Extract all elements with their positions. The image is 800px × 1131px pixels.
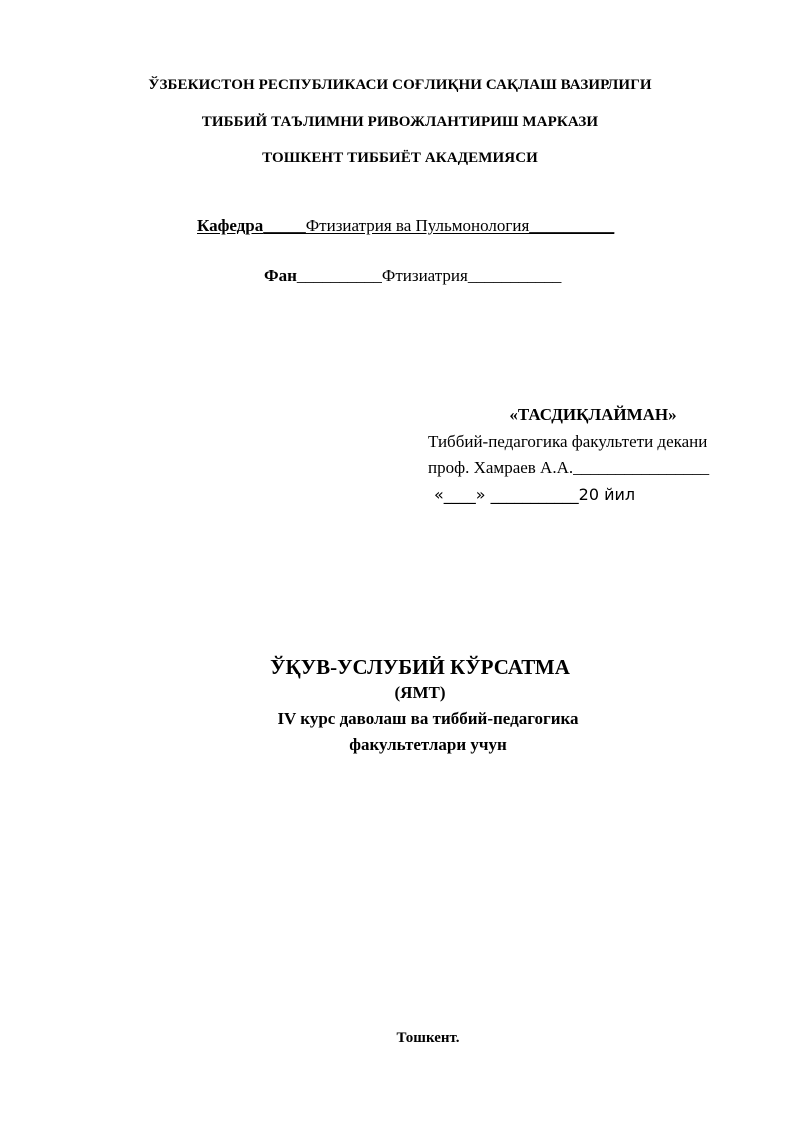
subject-value: __________Фтизиатрия___________ <box>296 266 562 285</box>
approval-block <box>428 405 768 509</box>
document-title: ЎҚУВ-УСЛУБИЙ КЎРСАТМА <box>270 655 570 679</box>
document-abbr: (ЯМТ) <box>394 683 446 702</box>
approval-title: «ТАСДИҚЛАЙМАН» <box>509 405 677 424</box>
audience-block <box>0 706 800 758</box>
subject-field <box>264 266 561 286</box>
department-value: _____Фтизиатрия ва Пульмонология__________ <box>263 216 615 235</box>
center-heading: ТИББИЙ ТАЪЛИМНИ РИВОЖЛАНТИРИШ МАРКАЗИ <box>201 114 599 130</box>
approval-position: Тиббий-педагогика факультети декани <box>428 432 708 451</box>
ministry-heading: ЎЗБЕКИСТОН РЕСПУБЛИКАСИ СОҒЛИҚНИ САҚЛАШ ВАЗИРЛИГИ <box>148 77 652 93</box>
department-label: Кафедра <box>197 216 264 235</box>
audience-line-1: IV курс даволаш ва тиббий-педагогика <box>277 709 579 728</box>
department-field <box>197 216 614 236</box>
approval-name: проф. Хамраев А.А.________________ <box>428 458 710 477</box>
document-title-block <box>0 655 800 706</box>
approval-date: «____» ___________20 йил <box>434 485 636 504</box>
academy-heading: ТОШКЕНТ ТИББИЁТ АКАДЕМИЯСИ <box>262 150 538 166</box>
subject-label: Фан <box>264 266 297 285</box>
audience-line-2: факультетлари учун <box>349 735 507 754</box>
city-footer: Тошкент. <box>396 1030 460 1046</box>
